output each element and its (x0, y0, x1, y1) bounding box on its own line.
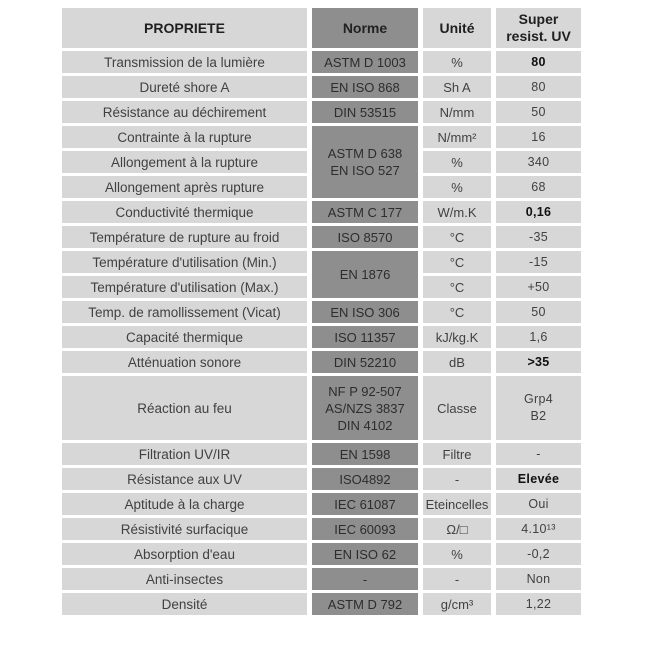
value-cell: >35 (496, 351, 581, 373)
property-cell: Filtration UV/IR (62, 443, 307, 465)
norme-line: EN ISO 527 (330, 163, 400, 178)
header-row (62, 8, 581, 48)
value-cell: 80 (496, 76, 581, 98)
unit-cell: % (423, 151, 491, 173)
table-row (62, 568, 581, 590)
property-cell: Température de rupture au froid (62, 226, 307, 248)
table-row (62, 301, 581, 323)
property-cell: Température d'utilisation (Min.) (62, 251, 307, 273)
col-header-norme: Norme (312, 8, 418, 48)
norme-cell-merged: EN 1876 (312, 251, 418, 298)
unit-cell: kJ/kg.K (423, 326, 491, 348)
property-cell: Anti-insectes (62, 568, 307, 590)
property-cell: Aptitude à la charge (62, 493, 307, 515)
norme-cell: DIN 53515 (312, 101, 418, 123)
norme-cell: - (312, 568, 418, 590)
norme-cell: EN ISO 62 (312, 543, 418, 565)
table-row (62, 326, 581, 348)
table-row (62, 543, 581, 565)
property-cell: Dureté shore A (62, 76, 307, 98)
unit-cell: W/m.K (423, 201, 491, 223)
norme-cell: DIN 52210 (312, 351, 418, 373)
value-cell: +50 (496, 276, 581, 298)
norme-cell: ASTM D 792 (312, 593, 418, 615)
table-row (62, 468, 581, 490)
table-row (62, 201, 581, 223)
property-cell: Temp. de ramollissement (Vicat) (62, 301, 307, 323)
value-cell: 1,6 (496, 326, 581, 348)
norme-line: DIN 4102 (337, 417, 393, 433)
norme-cell: ISO4892 (312, 468, 418, 490)
property-cell: Conductivité thermique (62, 201, 307, 223)
material-properties-datasheet (57, 5, 586, 618)
property-cell: Allongement à la rupture (62, 151, 307, 173)
value-cell: 4.10¹³ (496, 518, 581, 540)
unit-cell: N/mm² (423, 126, 491, 148)
value-cell: -35 (496, 226, 581, 248)
table-row (62, 101, 581, 123)
norme-cell-multiline (312, 376, 418, 440)
unit-cell: Classe (423, 376, 491, 440)
unit-cell: °C (423, 301, 491, 323)
table-row (62, 351, 581, 373)
property-cell: Capacité thermique (62, 326, 307, 348)
unit-cell: % (423, 51, 491, 73)
value-cell: 1,22 (496, 593, 581, 615)
unit-cell: % (423, 176, 491, 198)
norme-cell: ISO 11357 (312, 326, 418, 348)
col-header-propriete: PROPRIETE (62, 8, 307, 48)
value-cell: - (496, 443, 581, 465)
value-line: Grp4 (524, 392, 553, 406)
property-cell: Réaction au feu (62, 376, 307, 440)
norme-cell: EN ISO 868 (312, 76, 418, 98)
unit-cell: °C (423, 226, 491, 248)
unit-cell: N/mm (423, 101, 491, 123)
value-cell: 16 (496, 126, 581, 148)
unit-cell: Sh A (423, 76, 491, 98)
table-row (62, 593, 581, 615)
value-cell: -15 (496, 251, 581, 273)
col-header-unite: Unité (423, 8, 491, 48)
value-cell: Oui (496, 493, 581, 515)
properties-table (57, 5, 586, 618)
table-row (62, 493, 581, 515)
unit-cell: Ω/□ (423, 518, 491, 540)
unit-cell: °C (423, 276, 491, 298)
property-cell: Atténuation sonore (62, 351, 307, 373)
table-row (62, 76, 581, 98)
unit-cell: - (423, 568, 491, 590)
unit-cell: g/cm³ (423, 593, 491, 615)
unit-cell: % (423, 543, 491, 565)
col-header-line: Super (518, 11, 559, 27)
table-row (62, 518, 581, 540)
value-line: B2 (530, 409, 547, 423)
property-cell: Contrainte à la rupture (62, 126, 307, 148)
norme-cell: IEC 60093 (312, 518, 418, 540)
norme-cell: IEC 61087 (312, 493, 418, 515)
value-cell: Non (496, 568, 581, 590)
table-row (62, 443, 581, 465)
norme-line: NF P 92-507 (328, 383, 402, 399)
unit-cell: Filtre (423, 443, 491, 465)
property-cell: Allongement après rupture (62, 176, 307, 198)
unit-cell: dB (423, 351, 491, 373)
property-cell: Température d'utilisation (Max.) (62, 276, 307, 298)
norme-line: AS/NZS 3837 (325, 400, 405, 416)
value-cell: 80 (496, 51, 581, 73)
value-cell: 68 (496, 176, 581, 198)
norme-cell-merged (312, 126, 418, 198)
property-cell: Résistance au déchirement (62, 101, 307, 123)
property-cell: Absorption d'eau (62, 543, 307, 565)
table-row (62, 251, 581, 273)
value-cell: 50 (496, 101, 581, 123)
table-row (62, 376, 581, 440)
value-cell: Elevée (496, 468, 581, 490)
norme-line: ASTM D 638 (327, 146, 403, 161)
norme-cell: ASTM C 177 (312, 201, 418, 223)
value-cell: 340 (496, 151, 581, 173)
norme-cell: ISO 8570 (312, 226, 418, 248)
col-header-line: resist. UV (506, 28, 571, 44)
value-cell: 0,16 (496, 201, 581, 223)
property-cell: Résistivité surfacique (62, 518, 307, 540)
property-cell: Transmission de la lumière (62, 51, 307, 73)
norme-cell: EN ISO 306 (312, 301, 418, 323)
property-cell: Résistance aux UV (62, 468, 307, 490)
value-cell: -0,2 (496, 543, 581, 565)
norme-cell: EN 1598 (312, 443, 418, 465)
table-row (62, 51, 581, 73)
col-header-super-resist-uv (496, 8, 581, 48)
unit-cell: - (423, 468, 491, 490)
unit-cell: Eteincelles (423, 493, 491, 515)
norme-cell: ASTM D 1003 (312, 51, 418, 73)
table-row (62, 126, 581, 148)
value-cell: 50 (496, 301, 581, 323)
property-cell: Densité (62, 593, 307, 615)
table-row (62, 226, 581, 248)
value-cell-multiline (496, 376, 581, 440)
unit-cell: °C (423, 251, 491, 273)
